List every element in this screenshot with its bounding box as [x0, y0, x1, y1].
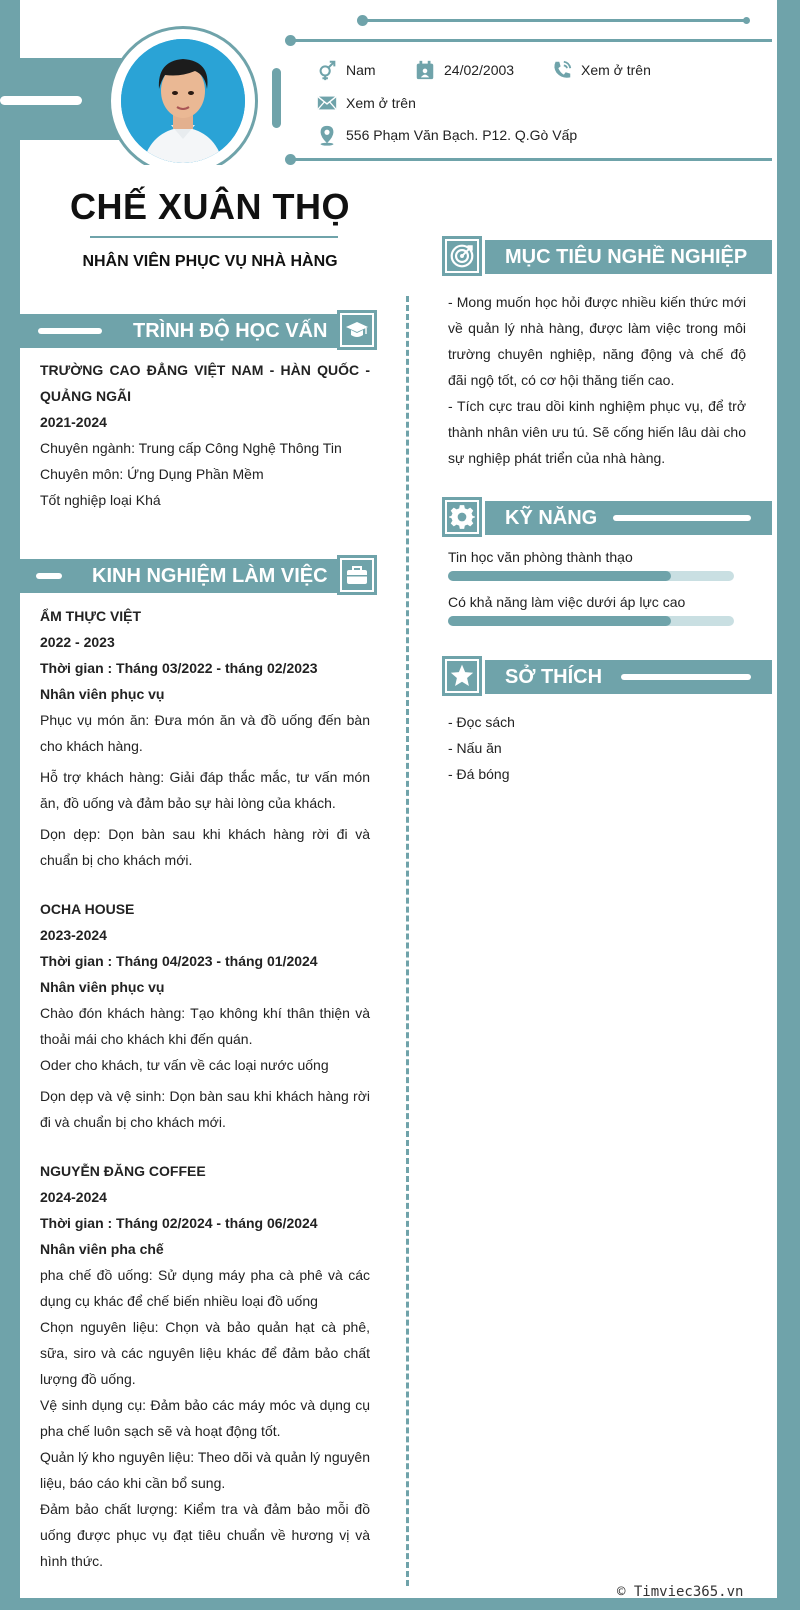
job-duty: Đảm bảo chất lượng: Kiểm tra và đảm bảo mỗi đồ uống được phục vụ đạt tiêu chuẩn về hương vị và hình thức. [40, 1501, 370, 1569]
header-dot [285, 35, 296, 46]
experience-icon-box [337, 555, 377, 595]
education-school: TRƯỜNG CAO ĐẲNG VIỆT NAM - HÀN QUỐC - QUẢNG NGÃI [40, 362, 370, 404]
education-major: Chuyên ngành: Trung cấp Công Nghệ Thông Tin [40, 440, 342, 456]
job-duty: pha chế đồ uống: Sử dụng máy pha cà phê và các dụng cụ khác để chế biến nhiều loại đồ uống [40, 1267, 370, 1309]
avatar [121, 39, 245, 163]
education-specialty: Chuyên môn: Ứng Dụng Phần Mềm [40, 466, 264, 482]
candidate-role: NHÂN VIÊN PHỤC VỤ NHÀ HÀNG [82, 253, 338, 270]
job-period: Thời gian : Tháng 04/2023 - tháng 01/2024 [40, 953, 318, 969]
job-position: Nhân viên phục vụ [40, 686, 165, 702]
job-company: ẨM THỰC VIỆT [40, 608, 142, 624]
job-years: 2024-2024 [40, 1189, 107, 1205]
objective-header [485, 240, 772, 274]
hobby-item: - Nấu ăn [448, 740, 502, 756]
phone-value: Xem ở trên [581, 62, 651, 78]
job-position: Nhân viên phục vụ [40, 979, 165, 995]
job-item [40, 1158, 370, 1574]
header-band-bar [0, 96, 82, 105]
header-accent-bar [613, 515, 751, 521]
phone-icon [551, 59, 573, 81]
email-value: Xem ở trên [346, 95, 416, 111]
calendar-icon [414, 59, 436, 81]
education-grade: Tốt nghiệp loại Khá [40, 492, 161, 508]
footer-watermark: © Timviec365.vn [617, 1584, 744, 1600]
birthdate-value: 24/02/2003 [444, 62, 515, 78]
job-years: 2022 - 2023 [40, 634, 115, 650]
job-duty: Hỗ trợ khách hàng: Giải đáp thắc mắc, tư vấn món ăn, đồ uống và đảm bảo sự hài lòng của khách. [40, 769, 370, 811]
header-dot [285, 154, 296, 165]
column-divider [406, 296, 409, 1586]
skill-bar-fill [448, 571, 671, 581]
education-heading: TRÌNH ĐỘ HỌC VẤN [133, 319, 328, 342]
header-accent-bar [38, 328, 102, 334]
education-header [20, 314, 338, 348]
hobbies-list [448, 709, 738, 787]
experience-header [20, 559, 338, 593]
job-company: NGUYỄN ĐĂNG COFFEE [40, 1163, 206, 1179]
info-address [316, 124, 577, 146]
job-duty: Chọn nguyên liệu: Chọn và bảo quản hạt cà phê, sữa, siro và các nguyên liệu khác để đảm bảo chất lượng đồ uống. [40, 1319, 370, 1387]
header-line-top [362, 19, 746, 22]
location-pin-icon [316, 124, 338, 146]
job-item [40, 896, 370, 1135]
experience-heading: KINH NGHIỆM LÀM VIỆC [92, 564, 328, 587]
email-icon [316, 92, 338, 114]
info-birthdate [414, 59, 514, 81]
skills-icon-box [442, 497, 482, 537]
info-email [316, 92, 416, 114]
job-period: Thời gian : Tháng 02/2024 - tháng 06/2024 [40, 1215, 318, 1231]
skill-bar [448, 571, 734, 581]
info-phone [551, 59, 651, 81]
header-dot [357, 15, 368, 26]
frame-right [777, 0, 800, 1610]
gender-value: Nam [346, 62, 376, 78]
candidate-name: CHẾ XUÂN THỌ [69, 186, 350, 227]
education-years: 2021-2024 [40, 414, 107, 430]
gear-icon [449, 504, 475, 530]
header-accent-bar [36, 573, 62, 579]
job-duty: Chào đón khách hàng: Tạo không khí thân thiện và thoải mái cho khách khi đến quán. [40, 1005, 370, 1047]
gender-icon [316, 59, 338, 81]
job-duty: Phục vụ món ăn: Đưa món ăn và đồ uống đến bàn cho khách hàng. [40, 712, 370, 754]
objective-text [448, 289, 746, 471]
hobbies-icon-box [442, 656, 482, 696]
job-company: OCHA HOUSE [40, 901, 135, 917]
target-icon [449, 243, 475, 269]
hobbies-heading: SỞ THÍCH [505, 665, 603, 688]
hobby-item: - Đá bóng [448, 766, 510, 782]
education-icon-box [337, 310, 377, 350]
skills-heading: KỸ NĂNG [505, 506, 598, 529]
experience-list [40, 603, 370, 1574]
skill-label: Có khả năng làm việc dưới áp lực cao [448, 594, 686, 610]
objective-paragraph: - Mong muốn học hỏi được nhiều kiến thức mới về quản lý nhà hàng, được làm việc trong môi trường chuyên nghiệp, năng động và chế độ đãi ngộ tốt, có cơ hội thăng tiến cao. [448, 294, 746, 388]
education-block [40, 357, 370, 513]
skill-label: Tin học văn phòng thành thạo [448, 549, 633, 565]
header-line-info-top [290, 39, 772, 42]
objective-heading: MỤC TIÊU NGHỀ NGHIỆP [505, 245, 748, 268]
hobby-item: - Đọc sách [448, 714, 515, 730]
job-duty: Dọn dẹp: Dọn bàn sau khi khách hàng rời đi và chuẩn bị cho khách mới. [40, 826, 370, 868]
briefcase-icon [345, 563, 369, 587]
job-duty: Dọn dẹp và vệ sinh: Dọn bàn sau khi khách hàng rời đi và chuẩn bị cho khách mới. [40, 1088, 370, 1130]
header-line-info-bottom [290, 158, 772, 161]
header-accent-bar [621, 674, 751, 680]
job-period: Thời gian : Tháng 03/2022 - tháng 02/2023 [40, 660, 318, 676]
job-duty: Vệ sinh dụng cụ: Đảm bảo các máy móc và dụng cụ pha chế luôn sạch sẽ và hoạt động tốt. [40, 1397, 370, 1439]
avatar-ring-cutout [100, 165, 270, 185]
job-years: 2023-2024 [40, 927, 107, 943]
skills-header [485, 501, 772, 535]
objective-paragraph: - Tích cực trau dồi kinh nghiệm phục vụ, để trở thành nhân viên ưu tú. Sẽ cống hiến lâu dài cho sự nghiệp phát triển của nhà hàng. [448, 398, 746, 466]
name-underline [90, 236, 338, 238]
hobbies-header [485, 660, 772, 694]
job-duty: Quản lý kho nguyên liệu: Theo dõi và quản lý nguyên liệu, báo cáo khi cần bổ sung. [40, 1449, 370, 1491]
job-item [40, 603, 370, 873]
objective-icon-box [442, 236, 482, 276]
header-dot [743, 17, 750, 24]
skill-bar-fill [448, 616, 671, 626]
address-value: 556 Phạm Văn Bạch. P12. Q.Gò Vấp [346, 127, 578, 143]
job-duty: Oder cho khách, tư vấn về các loại nước uống [40, 1057, 329, 1073]
header-pillar [272, 68, 281, 128]
graduation-cap-icon [345, 318, 369, 342]
skill-bar [448, 616, 734, 626]
frame-left [0, 0, 20, 1610]
star-icon [449, 663, 475, 689]
job-position: Nhân viên pha chế [40, 1241, 164, 1257]
avatar-portrait [121, 39, 245, 163]
info-gender [316, 59, 376, 81]
